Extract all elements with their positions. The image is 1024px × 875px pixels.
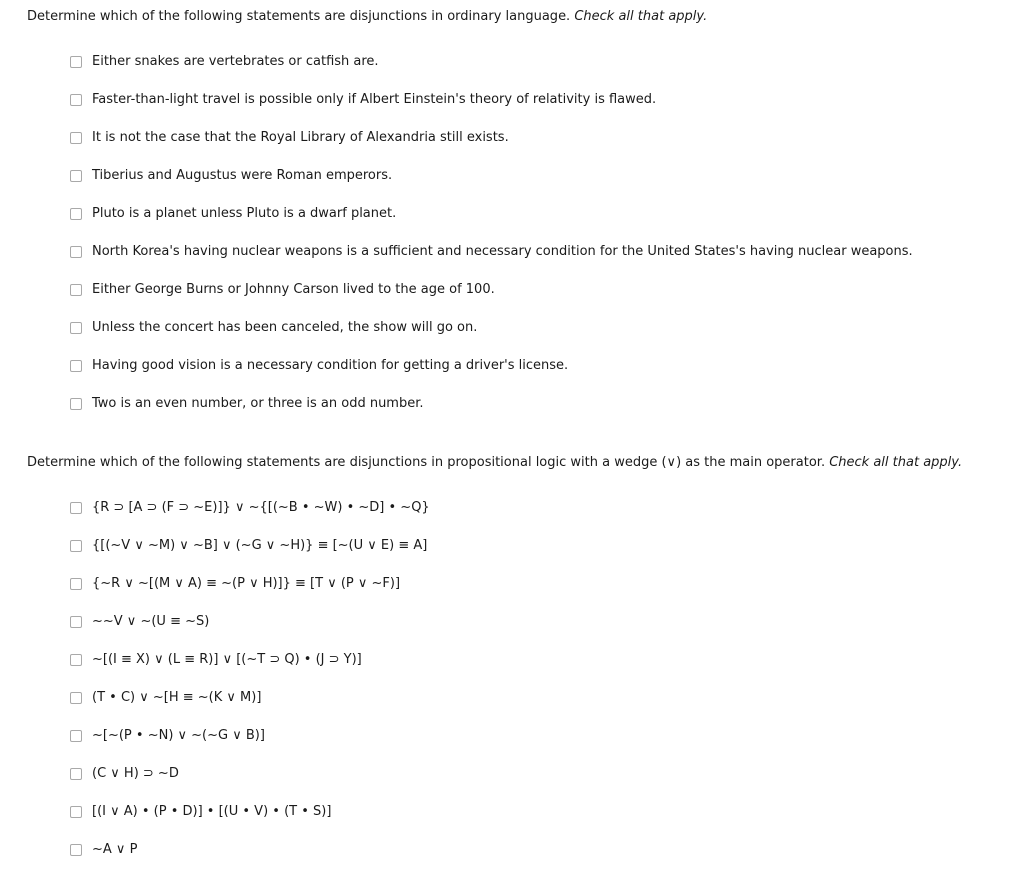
question-2-options (70, 500, 430, 858)
q2-option-10[interactable] (70, 842, 430, 858)
checkbox[interactable] (70, 208, 82, 220)
option-label[interactable]: {~R ∨ ~[(M ∨ A) ≡ ~(P ∨ H)]} ≡ [T ∨ (P ∨ ~F)] (92, 576, 401, 591)
question-1-options (70, 54, 913, 412)
q1-option-10[interactable] (70, 396, 913, 412)
checkbox[interactable] (70, 768, 82, 780)
option-label[interactable]: Tiberius and Augustus were Roman emperors. (92, 168, 393, 183)
checkbox[interactable] (70, 132, 82, 144)
checkbox[interactable] (70, 654, 82, 666)
option-label[interactable]: [(I ∨ A) • (P • D)] • [(U • V) • (T • S)] (92, 804, 332, 819)
q1-option-2[interactable] (70, 92, 913, 108)
option-label[interactable]: ~[(I ≡ X) ∨ (L ≡ R)] ∨ [(~T ⊃ Q) • (J ⊃ Y)] (92, 652, 362, 667)
checkbox[interactable] (70, 360, 82, 372)
checkbox[interactable] (70, 692, 82, 704)
question-2-text: Determine which of the following statements are disjunctions in propositional logic with a wedge (∨) as the main operator. (27, 455, 826, 470)
q2-option-3[interactable] (70, 576, 430, 592)
option-label[interactable]: ~[~(P • ~N) ∨ ~(~G ∨ B)] (92, 728, 265, 743)
option-label[interactable]: (T • C) ∨ ~[H ≡ ~(K ∨ M)] (92, 690, 262, 705)
option-label[interactable]: Having good vision is a necessary condition for getting a driver's license. (92, 358, 569, 373)
q1-option-5[interactable] (70, 206, 913, 222)
option-label[interactable]: ~A ∨ P (92, 842, 138, 857)
checkbox[interactable] (70, 806, 82, 818)
q1-option-7[interactable] (70, 282, 913, 298)
question-1-text: Determine which of the following statements are disjunctions in ordinary language. (27, 9, 571, 24)
checkbox[interactable] (70, 56, 82, 68)
question-1-prompt (27, 9, 707, 25)
checkbox[interactable] (70, 284, 82, 296)
option-label[interactable]: {[(~V ∨ ~M) ∨ ~B] ∨ (~G ∨ ~H)} ≡ [~(U ∨ E) ≡ A] (92, 538, 428, 553)
q2-option-2[interactable] (70, 538, 430, 554)
q2-option-8[interactable] (70, 766, 430, 782)
q2-option-6[interactable] (70, 690, 430, 706)
option-label[interactable]: Two is an even number, or three is an odd number. (92, 396, 424, 411)
q2-option-4[interactable] (70, 614, 430, 630)
option-label[interactable]: ~~V ∨ ~(U ≡ ~S) (92, 614, 210, 629)
option-label[interactable]: Faster-than-light travel is possible only if Albert Einstein's theory of relativity is flawed. (92, 92, 657, 107)
option-label[interactable]: Either snakes are vertebrates or catfish are. (92, 54, 379, 69)
question-2-prompt (27, 455, 962, 471)
checkbox[interactable] (70, 170, 82, 182)
checkbox[interactable] (70, 322, 82, 334)
option-label[interactable]: Unless the concert has been canceled, the show will go on. (92, 320, 478, 335)
q1-option-9[interactable] (70, 358, 913, 374)
option-label[interactable]: It is not the case that the Royal Library of Alexandria still exists. (92, 130, 509, 145)
q2-option-9[interactable] (70, 804, 430, 820)
q1-option-3[interactable] (70, 130, 913, 146)
q1-option-1[interactable] (70, 54, 913, 70)
checkbox[interactable] (70, 578, 82, 590)
checkbox[interactable] (70, 246, 82, 258)
checkbox[interactable] (70, 502, 82, 514)
checkbox[interactable] (70, 94, 82, 106)
q1-option-8[interactable] (70, 320, 913, 336)
q2-option-5[interactable] (70, 652, 430, 668)
option-label[interactable]: Either George Burns or Johnny Carson lived to the age of 100. (92, 282, 495, 297)
checkbox[interactable] (70, 730, 82, 742)
option-label[interactable]: North Korea's having nuclear weapons is a sufficient and necessary condition for the United States's having nuclear weapons. (92, 244, 913, 259)
checkbox[interactable] (70, 616, 82, 628)
question-2-instruction: Check all that apply. (829, 455, 963, 470)
option-label[interactable]: {R ⊃ [A ⊃ (F ⊃ ~E)]} ∨ ~{[(~B • ~W) • ~D] • ~Q} (92, 500, 430, 515)
option-label[interactable]: (C ∨ H) ⊃ ~D (92, 766, 179, 781)
q1-option-4[interactable] (70, 168, 913, 184)
q2-option-7[interactable] (70, 728, 430, 744)
checkbox[interactable] (70, 398, 82, 410)
checkbox[interactable] (70, 540, 82, 552)
question-1-instruction: Check all that apply. (574, 9, 708, 24)
checkbox[interactable] (70, 844, 82, 856)
option-label[interactable]: Pluto is a planet unless Pluto is a dwarf planet. (92, 206, 397, 221)
q2-option-1[interactable] (70, 500, 430, 516)
q1-option-6[interactable] (70, 244, 913, 260)
